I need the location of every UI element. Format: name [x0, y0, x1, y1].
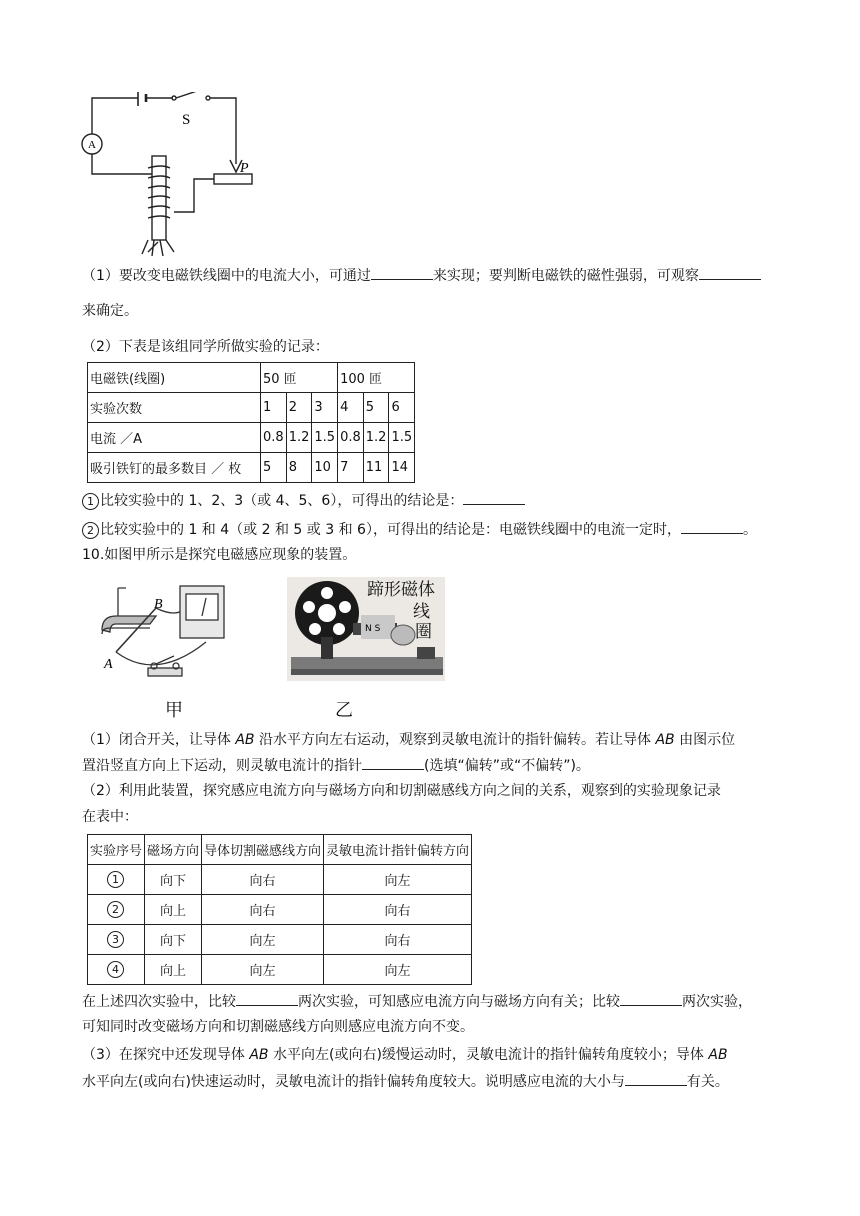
- answer-blank[interactable]: [236, 991, 298, 1006]
- table-row: 电流 ／A 0.8 1.2 1.5 0.8 1.2 1.5: [88, 423, 415, 453]
- horseshoe-magnet-label: 蹄形磁体: [367, 580, 435, 600]
- slider-label: P: [240, 161, 249, 176]
- conductor-end-a-label: A: [104, 657, 113, 672]
- table-row: 吸引铁钉的最多数目 ／ 枚 5 8 10 7 11 14: [88, 453, 415, 483]
- q9-conclusion-2: 2 比较实验中的 1 和 4（或 2 和 5 或 3 和 6），可得出的结论是：电磁铁线圈中的电流一定时， 。: [82, 519, 782, 540]
- induction-results-table: [87, 834, 472, 985]
- q10-part1-line2: 置沿竖直方向上下运动，则灵敏电流计的指针 (选填“偏转”或“不偏转”)。: [82, 755, 782, 776]
- electromagnet-data-table: [87, 362, 415, 483]
- figure-caption-yi: 乙: [335, 700, 353, 721]
- circled-number: 3: [107, 931, 124, 948]
- q10-title: 10.如图甲所示是探究电磁感应现象的装置。: [82, 547, 357, 563]
- q10-part1-line1: （1）闭合开关，让导体 AB 沿水平方向左右运动，观察到灵敏电流计的指针偏转。若让导体 AB 由图示位: [82, 732, 736, 748]
- q10-comparison-line1: 在上述四次实验中，比较 两次实验，可知感应电流方向与磁场方向有关；比较 两次实验，: [82, 991, 782, 1012]
- q9-part2-intro: （2）下表是该组同学所做实验的记录：: [82, 339, 329, 355]
- q10-part2-line2: 在表中：: [82, 809, 138, 825]
- q9-part1-line1: （1）要改变电磁铁线圈中的电流大小，可通过 来实现；要判断电磁铁的磁性强弱，可观察: [82, 265, 782, 286]
- answer-blank[interactable]: [620, 991, 682, 1006]
- q9-conclusion-1: 1 比较实验中的 1、2、3（或 4、5、6），可得出的结论是：: [82, 490, 782, 511]
- table-row: 2 向上 向右 向右: [88, 895, 472, 925]
- circled-number: 4: [107, 961, 124, 978]
- induction-apparatus-figure: [98, 580, 228, 685]
- table-row: 4 向上 向左 向左: [88, 955, 472, 985]
- table-row: 电磁铁(线圈) 50 匝 100 匝: [88, 363, 415, 393]
- conductor-end-b-label: B: [154, 597, 163, 612]
- table-row: 1 向下 向右 向左: [88, 865, 472, 895]
- answer-blank[interactable]: [681, 519, 743, 534]
- figure-caption-jia: 甲: [165, 700, 183, 721]
- magnet-poles-label: N S: [365, 624, 381, 634]
- table-header-row: 实验序号 磁场方向 导体切割磁感线方向 灵敏电流计指针偏转方向: [88, 835, 472, 865]
- coil-label-1: 线: [413, 602, 430, 622]
- coil-label-2: 圈: [415, 622, 432, 642]
- table-row: 实验次数 1 2 3 4 5 6: [88, 393, 415, 423]
- circled-number: 1: [107, 871, 124, 888]
- answer-blank[interactable]: [463, 490, 525, 505]
- circled-number: 2: [82, 522, 99, 539]
- generator-photo-figure: [287, 577, 445, 681]
- q10-comparison-line2: 可知同时改变磁场方向和切割磁感线方向则感应电流方向不变。: [82, 1019, 474, 1035]
- q10-part3-line1: （3）在探究中还发现导体 AB 水平向左(或向右)缓慢运动时，灵敏电流计的指针偏转角度较小；导体 AB: [82, 1047, 728, 1063]
- ammeter-label: A: [88, 139, 96, 151]
- switch-label: S: [182, 112, 191, 128]
- q9-part1-line2: 来确定。: [82, 303, 138, 319]
- answer-blank[interactable]: [699, 265, 761, 280]
- circled-number: 2: [107, 901, 124, 918]
- answer-blank[interactable]: [625, 1071, 687, 1086]
- electromagnet-circuit-figure: [78, 92, 268, 258]
- answer-blank[interactable]: [371, 265, 433, 280]
- answer-blank[interactable]: [362, 755, 424, 770]
- q10-part2-line1: （2）利用此装置，探究感应电流方向与磁场方向和切割磁感线方向之间的关系，观察到的实验现象记录: [82, 783, 721, 799]
- table-row: 3 向下 向左 向右: [88, 925, 472, 955]
- q10-part3-line2: 水平向左(或向右)快速运动时，灵敏电流计的指针偏转角度较大。说明感应电流的大小与 有关。: [82, 1071, 782, 1092]
- circled-number: 1: [82, 493, 99, 510]
